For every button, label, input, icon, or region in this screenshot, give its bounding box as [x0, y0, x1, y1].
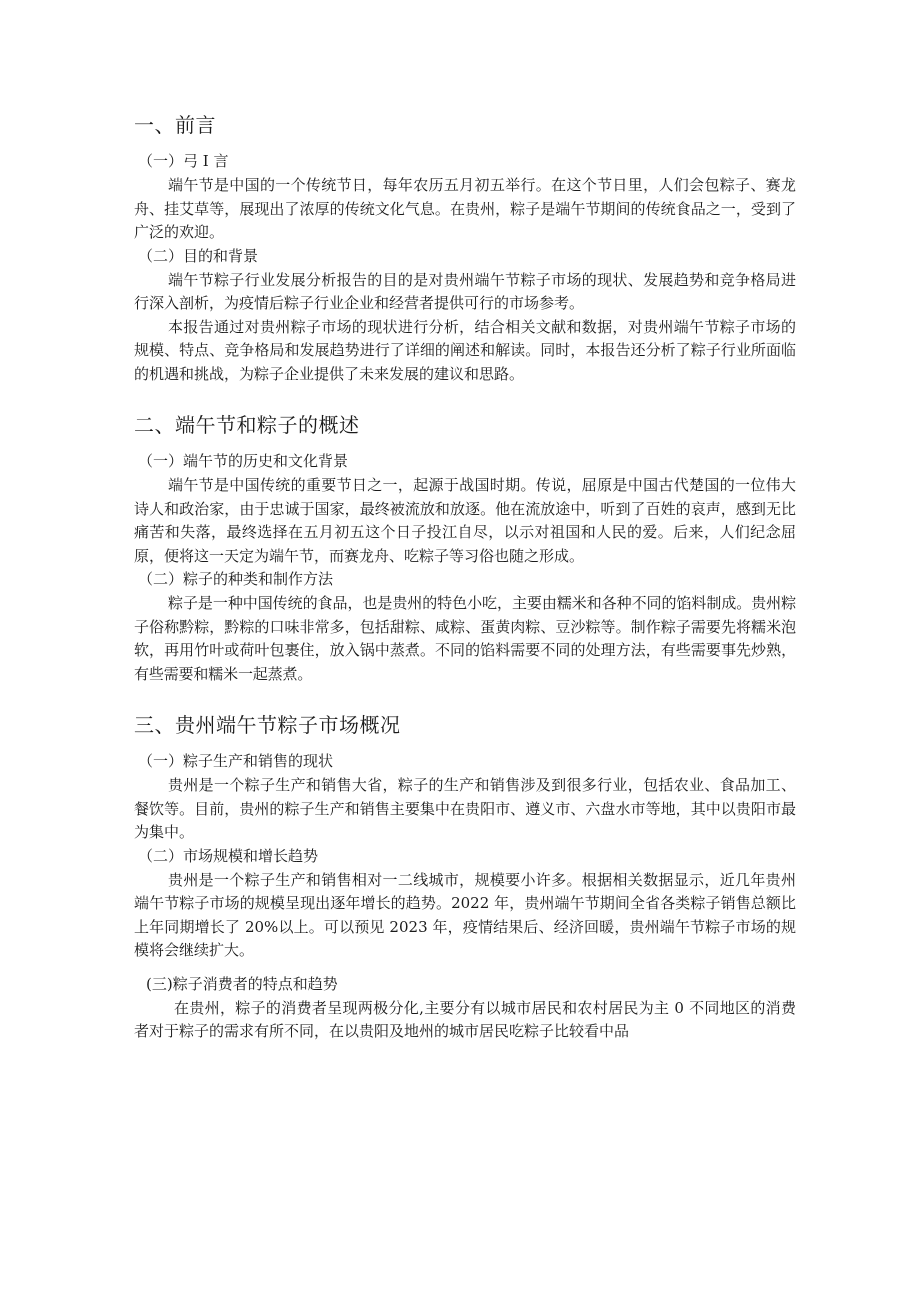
- subsection-heading: （二）粽子的种类和制作方法: [138, 570, 334, 588]
- paragraph: 贵州是一个粽子生产和销售大省，粽子的生产和销售涉及到很多行业，包括农业、食品加工、餐饮等。目前，贵州的粽子生产和销售主要集中在贵阳市、遵义市、六盘水市等地，其中以贵阳市最为集中。: [134, 776, 796, 841]
- paragraph: 在贵州，粽子的消费者呈现两极分化,主要分有以城市居民和农村居民为主 0 不同地区的消费者对于粽子的需求有所不同，在以贵阳及地州的城市居民吃粽子比较看中品: [134, 998, 796, 1040]
- subsection-heading: (三)粽子消费者的特点和趋势: [146, 974, 338, 993]
- paragraph: 本报告通过对贵州粽子市场的现状进行分析，结合相关文献和数据，对贵州端午节粽子市场的规模、特点、竞争格局和发展趋势进行了详细的阐述和解读。同时，本报告还分析了粽子行业所面临的机遇和挑战，为粽子企业提供了未来发展的建议和思路。: [134, 317, 796, 383]
- section-title: 一、前言: [134, 113, 216, 137]
- subsection-heading: （一）弓 I 言: [138, 152, 229, 170]
- section-overview: [134, 412, 796, 686]
- paragraph: 贵州是一个粽子生产和销售相对一二线城市，规模要小许多。根据相关数据显示，近几年贵州端午节粽子市场的规模呈现出逐年增长的趋势。2022 年，贵州端午节期间全省各类粽子销售总额比上年同期增长了 20%以上。可以预见 2023 年，疫情结果后、经济回暖，贵州端午节粽子市场的规模将会继续扩大。: [134, 870, 796, 959]
- section-title: 二、端午节和粽子的概述: [134, 413, 360, 437]
- section-title: 三、贵州端午节粽子市场概况: [134, 713, 401, 737]
- document-body: [134, 112, 796, 1070]
- paragraph: 端午节是中国的一个传统节日，每年农历五月初五举行。在这个节日里，人们会包粽子、赛龙舟、挂艾草等，展现出了浓厚的传统文化气息。在贵州，粽子是端午节期间的传统食品之一，受到了广泛的欢迎。: [134, 176, 796, 241]
- paragraph: 粽子是一种中国传统的食品，也是贵州的特色小吃，主要由糯米和各种不同的馅料制成。贵州粽子俗称黔粽，黔粽的口味非常多，包括甜粽、咸粽、蛋黄肉粽、豆沙粽等。制作粽子需要先将糯米泡软，再用竹叶或荷叶包裹住，放入锅中蒸煮。不同的馅料需要不同的处理方法，有些需要事先炒熟，有些需要和糯米一起蒸煮。: [134, 594, 796, 683]
- section-market: [134, 712, 796, 1044]
- paragraph: 端午节粽子行业发展分析报告的目的是对贵州端午节粽子市场的现状、发展趋势和竞争格局进行深入剖析，为疫情后粽子行业企业和经营者提供可行的市场参考。: [134, 270, 796, 312]
- paragraph: 端午节是中国传统的重要节日之一，起源于战国时期。传说，屈原是中国古代楚国的一位伟大诗人和政治家，由于忠诚于国家，最终被流放和放逐。他在流放途中，听到了百姓的哀声，感到无比痛苦和失落，最终选择在五月初五这个日子投江自尽，以示对祖国和人民的爱。后来，人们纪念屈原，便将这一天定为端午节，而赛龙舟、吃粽子等习俗也随之形成。: [134, 476, 796, 565]
- subsection-heading: （二）目的和背景: [138, 246, 259, 265]
- subsection-heading: （一）粽子生产和销售的现状: [138, 752, 334, 770]
- subsection-heading: （二）市场规模和增长趋势: [138, 846, 319, 865]
- section-preface: [134, 112, 796, 386]
- subsection-heading: （一）端午节的历史和文化背景: [138, 452, 349, 470]
